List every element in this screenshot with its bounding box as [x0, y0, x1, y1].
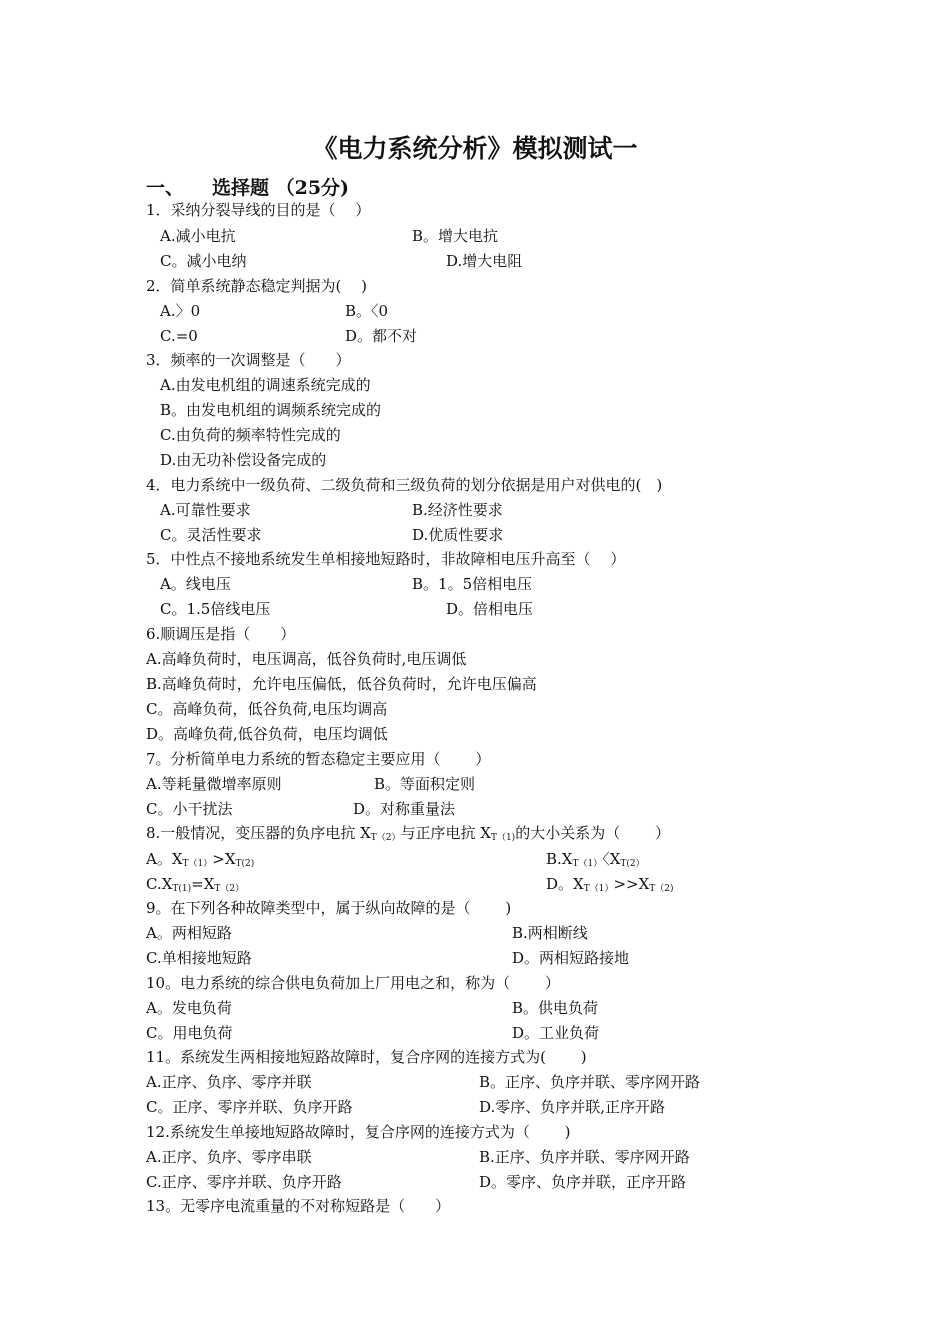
question-1-option-a: A.减小电抗 — [160, 227, 236, 245]
question-3-option-b: B。由发电机组的调频系统完成的 — [160, 401, 382, 419]
question-8-stem-text-3: 的大小关系为（ ） — [515, 824, 670, 842]
question-10-option-c: C。用电负荷 — [146, 1024, 233, 1042]
question-7-option-d: D。对称重量法 — [353, 800, 456, 818]
question-5-option-a: A。线电压 — [160, 575, 231, 593]
question-6-option-d: D。高峰负荷,低谷负荷，电压均调低 — [146, 725, 388, 743]
question-9-stem: 9。在下列各种故障类型中，属于纵向故障的是（ ) — [146, 899, 512, 917]
question-12-option-b: B.正序、负序并联、零序网开路 — [479, 1148, 690, 1166]
question-10-option-a: A。发电负荷 — [146, 999, 232, 1017]
question-12-option-d: D。零序、负序并联，正序开路 — [479, 1173, 687, 1191]
question-9-option-b: B.两相断线 — [512, 924, 588, 942]
question-5-stem: 5．中性点不接地系统发生单相接地短路时，非故障相电压升高至（ ） — [146, 550, 626, 568]
question-8-stem — [146, 823, 670, 848]
question-5-option-d: D。倍相电压 — [446, 600, 534, 618]
question-11-option-d: D.零序、负序并联,正序开路 — [479, 1098, 666, 1116]
question-8-option-d-subscript-1: T（1） — [583, 884, 614, 894]
question-8-option-b-text-1: B.X — [546, 850, 573, 868]
question-8-option-b-subscript-1: T（1） — [572, 859, 603, 869]
question-1-stem: 1．采纳分裂导线的目的是（ ） — [146, 201, 371, 219]
question-2-option-c: C.=0 — [160, 327, 198, 345]
question-3-option-a: A.由发电机组的调速系统完成的 — [160, 376, 371, 394]
question-8-option-c-subscript-1: T(1) — [172, 884, 192, 894]
question-8-option-b-text-2: 〈X — [602, 850, 621, 868]
question-8-option-d-text-2: >>X — [613, 875, 650, 893]
question-8-stem-text-1: 8.一般情况，变压器的负序电抗 X — [146, 824, 371, 842]
question-4-option-b: B.经济性要求 — [412, 501, 503, 519]
question-6-option-a: A.高峰负荷时，电压调高，低谷负荷时,电压调低 — [146, 650, 467, 668]
question-8-option-a-text-2: >X — [212, 850, 236, 868]
question-8-option-c-subscript-2: T（2） — [214, 884, 245, 894]
question-3-stem: 3．频率的一次调整是（ ） — [146, 351, 351, 369]
question-8-option-a-text-1: A。X — [146, 850, 183, 868]
question-11-option-b: B。正序、负序并联、零序网开路 — [479, 1073, 701, 1091]
question-1-option-d: D.增大电阻 — [446, 252, 523, 270]
question-2-option-d: D。都不对 — [345, 327, 418, 345]
question-6-option-b: B.高峰负荷时，允许电压偏低，低谷负荷时，允许电压偏高 — [146, 675, 537, 693]
question-6-stem: 6.顺调压是指（ ） — [146, 625, 296, 643]
question-8-stem-subscript-1: T（2） — [370, 833, 401, 843]
question-9-option-a: A。两相短路 — [146, 924, 232, 942]
question-2-option-a: A.〉0 — [160, 302, 201, 320]
question-8-option-a-subscript-1: T（1） — [182, 859, 213, 869]
question-10-option-d: D。工业负荷 — [512, 1024, 600, 1042]
question-8-option-a-subscript-2: T(2) — [235, 859, 255, 869]
question-8-stem-text-2: 与正序电抗 X — [400, 824, 491, 842]
question-4-option-d: D.优质性要求 — [412, 526, 504, 544]
question-7-option-c: C。小干扰法 — [146, 800, 233, 818]
question-9-option-c: C.单相接地短路 — [146, 949, 252, 967]
section-heading — [146, 175, 349, 201]
question-8-option-c-text-2: =X — [191, 875, 215, 893]
question-13-stem: 13。无零序电流重量的不对称短路是（ ） — [146, 1197, 451, 1215]
section-label: 选择题 （25分) — [212, 177, 350, 199]
question-8-option-b — [546, 849, 645, 874]
question-10-option-b: B。供电负荷 — [512, 999, 599, 1017]
question-2-stem: 2．简单系统静态稳定判据为( ) — [146, 277, 368, 295]
question-8-option-a — [146, 849, 254, 874]
question-7-option-a: A.等耗量微增率原则 — [146, 775, 282, 793]
question-9-option-d: D。两相短路接地 — [512, 949, 630, 967]
question-10-stem: 10。电力系统的综合供电负荷加上厂用电之和，称为（ ） — [146, 974, 560, 992]
question-11-stem: 11。系统发生两相接地短路故障时，复合序网的连接方式为( ) — [146, 1048, 587, 1066]
question-5-option-c: C。1.5倍线电压 — [160, 600, 271, 618]
document-title: 《电力系统分析》模拟测试一 — [312, 134, 638, 163]
question-7-option-b: B。等面积定则 — [374, 775, 476, 793]
question-3-option-d: D.由无功补偿设备完成的 — [160, 451, 327, 469]
question-8-option-c-text-1: C.X — [146, 875, 173, 893]
question-8-stem-subscript-2: T（1) — [490, 833, 516, 843]
question-8-option-d-text-1: D。X — [546, 875, 584, 893]
question-5-option-b: B。1。5倍相电压 — [412, 575, 533, 593]
question-12-stem: 12.系统发生单接地短路故障时，复合序网的连接方式为（ ) — [146, 1123, 571, 1141]
question-8-option-c — [146, 874, 244, 899]
question-12-option-a: A.正序、负序、零序串联 — [146, 1148, 312, 1166]
question-1-option-b: B。增大电抗 — [412, 227, 499, 245]
question-8-option-d — [546, 874, 674, 899]
section-number: 一、 — [146, 177, 185, 199]
question-4-option-c: C。灵活性要求 — [160, 526, 262, 544]
question-2-option-b: B。〈0 — [345, 302, 389, 320]
question-4-option-a: A.可靠性要求 — [160, 501, 251, 519]
question-3-option-c: C.由负荷的频率特性完成的 — [160, 426, 341, 444]
question-8-option-b-subscript-2: T(2） — [620, 859, 645, 869]
question-8-option-d-subscript-2: T（2) — [649, 884, 674, 894]
question-4-stem: 4．电力系统中一级负荷、二级负荷和三级负荷的划分依据是用户对供电的( ) — [146, 476, 663, 494]
question-1-option-c: C。减小电纳 — [160, 252, 247, 270]
question-12-option-c: C.正序、零序并联、负序开路 — [146, 1173, 342, 1191]
question-6-option-c: C。高峰负荷，低谷负荷,电压均调高 — [146, 700, 388, 718]
question-7-stem: 7。分析简单电力系统的暂态稳定主要应用（ ） — [146, 750, 491, 768]
question-11-option-a: A.正序、负序、零序并联 — [146, 1073, 312, 1091]
question-11-option-c: C。正序、零序并联、负序开路 — [146, 1098, 353, 1116]
